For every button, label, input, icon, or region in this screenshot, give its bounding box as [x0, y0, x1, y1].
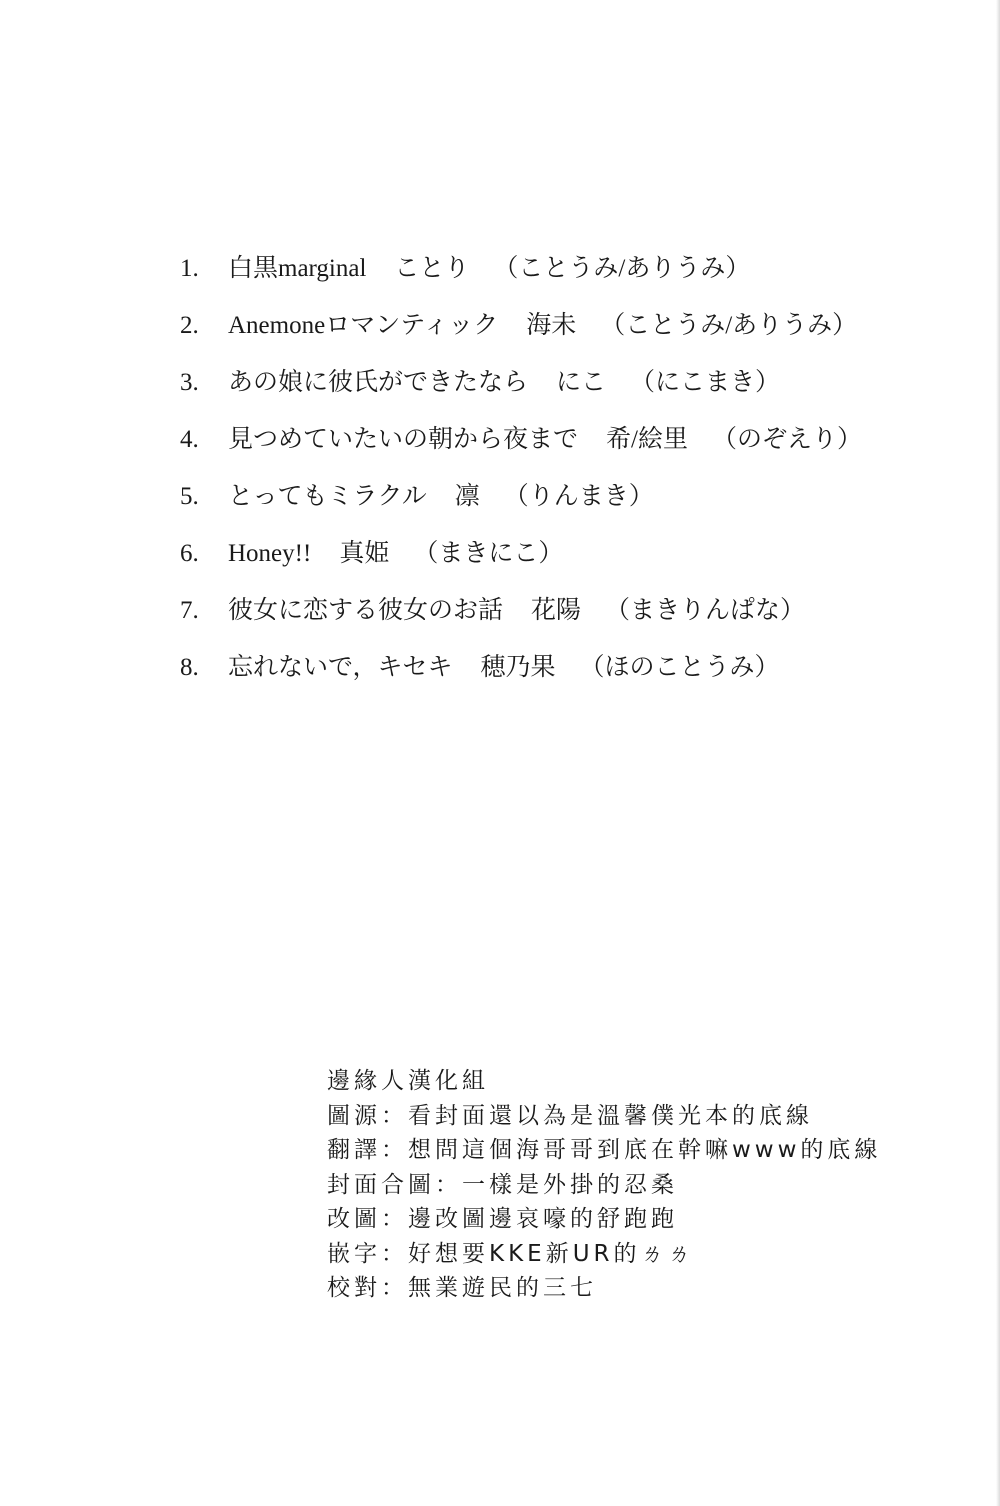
toc-entry: [180, 411, 960, 468]
toc-character: 花陽: [531, 596, 582, 624]
credits-source: 圖源：看封面還以為是溫馨僕光本的底線: [327, 1102, 813, 1129]
toc-character: 真姫: [339, 539, 390, 567]
toc-pairing: （にこまき）: [630, 368, 781, 396]
toc-title: Anemoneロマンティック: [228, 311, 499, 339]
toc-title: 見つめていたいの朝から夜まで: [228, 425, 579, 453]
toc-entry: [180, 354, 960, 411]
toc-pairing: （ことうみ/ありうみ）: [493, 254, 751, 282]
toc-entry: [180, 468, 960, 525]
toc-number: 1.: [180, 254, 199, 282]
credits-edit: 改圖：邊改圖邊哀嚎的舒跑跑: [327, 1206, 678, 1232]
toc-character: 穂乃果: [480, 653, 556, 681]
toc-title: 忘れないで，キセキ: [228, 653, 453, 681]
toc-character: 凛: [454, 482, 480, 510]
toc-pairing: （りんまき）: [503, 482, 654, 510]
toc-pairing: （のぞえり）: [711, 425, 862, 453]
toc-pairing: （まきにこ）: [413, 539, 564, 567]
toc-number: 5.: [180, 482, 199, 510]
credits-proofread: 校對：無業遊民的三七: [327, 1275, 597, 1301]
toc-pairing: （まきりんぱな）: [605, 596, 806, 624]
credits-cover: 封面合圖：一樣是外掛的忍桑: [327, 1171, 678, 1198]
toc-entry: [180, 525, 960, 582]
toc-number: 7.: [180, 596, 199, 624]
credits-translation: 翻譯：想問這個海哥哥到底在幹嘛www的底線: [327, 1137, 882, 1163]
toc-number: 8.: [180, 653, 199, 681]
toc-title: Honey!!: [228, 539, 312, 567]
toc-character: 希/絵里: [606, 425, 688, 453]
toc-entry: [180, 240, 960, 297]
toc-title: 白黒marginal: [228, 254, 367, 282]
table-of-contents: [180, 240, 960, 696]
toc-title: 彼女に恋する彼女のお話: [228, 596, 504, 624]
credits-group: 邊緣人漢化組: [327, 1068, 489, 1094]
toc-character: 海未: [526, 311, 577, 339]
toc-pairing: （ことうみ/ありうみ）: [600, 311, 858, 339]
toc-character: にこ: [556, 368, 607, 396]
toc-number: 6.: [180, 539, 199, 567]
page-edge: [996, 0, 1000, 1506]
credits-typeset: 嵌字：好想要KKE新UR的ㄌㄌ: [327, 1240, 695, 1267]
toc-number: 3.: [180, 368, 199, 396]
toc-title: あの娘に彼氏ができたなら: [228, 368, 529, 396]
toc-number: 2.: [180, 311, 199, 339]
toc-number: 4.: [180, 425, 199, 453]
toc-character: ことり: [394, 254, 470, 282]
toc-entry: [180, 639, 960, 696]
toc-entry: [180, 297, 960, 354]
credits-block: [327, 1064, 927, 1306]
toc-entry: [180, 582, 960, 639]
toc-title: とってもミラクル: [228, 482, 427, 510]
toc-pairing: （ほのことうみ）: [579, 653, 780, 681]
